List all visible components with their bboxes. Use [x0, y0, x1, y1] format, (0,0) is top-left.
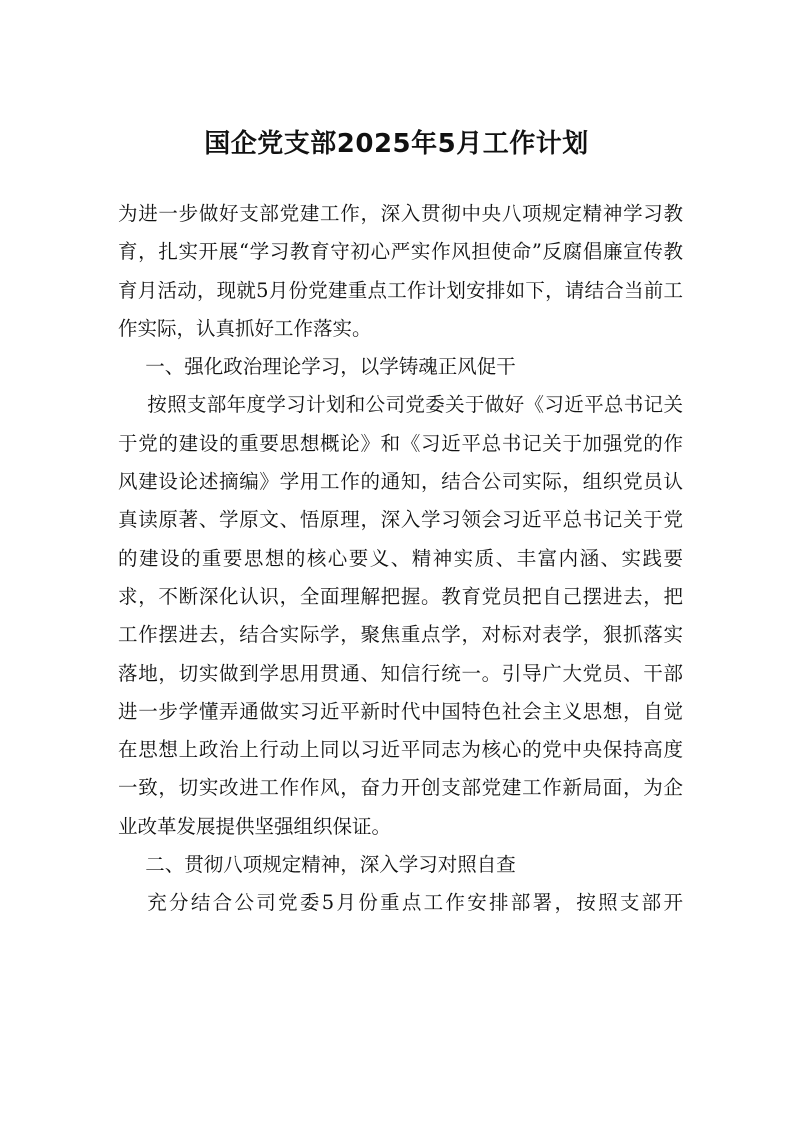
document-body [118, 195, 683, 923]
section-1-heading: 一、强化政治理论学习，以学铸魂正风促干 [145, 355, 516, 379]
section-1-paragraph: 按照支部年度学习计划和公司党委关于做好《习近平总书记关于党的建设的重要思想概论》和《习近平总书记关于加强党的作风建设论述摘编》学用工作的通知，结合公司实际，组织党员认真读原著、学原文、悟原理，深入学习领会习近平总书记关于党的建设的重要思想的核心要义、精神实质、丰富内涵、实践要求，不断深化认识，全面理解把握。教育党员把自己摆进去，把工作摆进去，结合实际学，聚焦重点学，对标对表学，狠抓落实落地，切实做到学思用贯通、知信行统一。引导广大党员、干部进一步学懂弄通做实习近平新时代中国特色社会主义思想，自觉在思想上政治上行动上同以习近平同志为核心的党中央保持高度一致，切实改进工作作风，奋力开创支部党建工作新局面，为企业改革发展提供坚强组织保证。 [118, 393, 683, 838]
intro-paragraph: 为进一步做好支部党建工作，深入贯彻中央八项规定精神学习教育，扎实开展“学习教育守初心严实作风担使命”反腐倡廉宣传教育月活动，现就5月份党建重点工作计划安排如下，请结合当前工作实际，认真抓好工作落实。 [118, 202, 683, 340]
section-2-heading: 二、贯彻八项规定精神，深入学习对照自查 [145, 853, 516, 877]
section-2-paragraph: 充分结合公司党委5月份重点工作安排部署，按照支部开 [147, 891, 683, 915]
document-title: 国企党支部2025年5月工作计划 [204, 129, 589, 159]
